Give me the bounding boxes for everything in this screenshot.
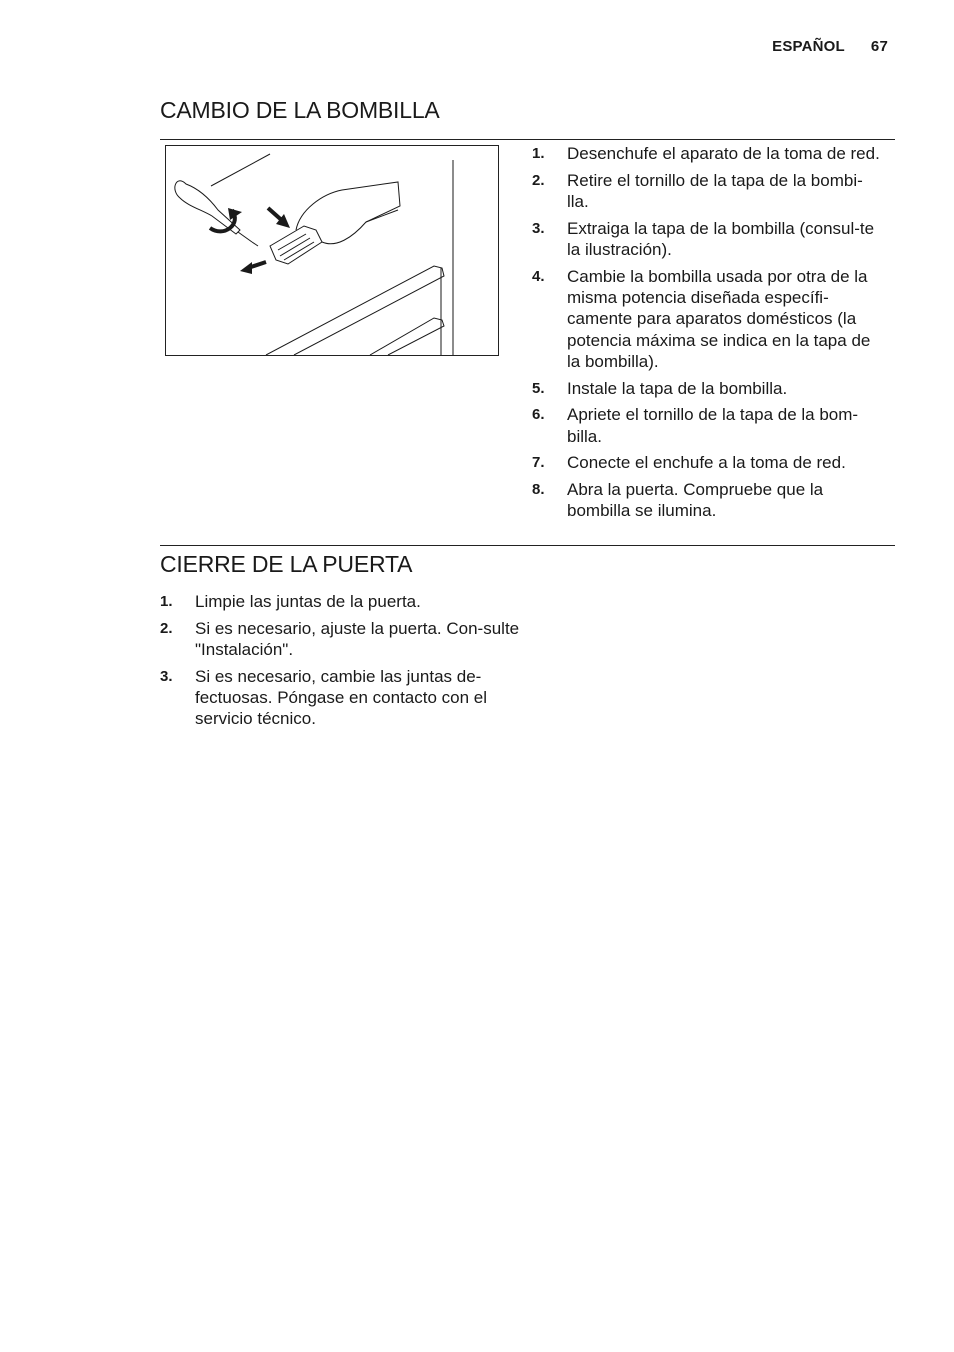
step-number: 1. bbox=[532, 145, 545, 162]
step-text: Cambie la bombilla usada por otra de la misma potencia diseñada específi-camente para aparatos domésticos (la potencia máxima se indica en la tapa de la bombilla). bbox=[567, 266, 871, 371]
step-number: 5. bbox=[532, 379, 545, 397]
step-number: 7. bbox=[532, 454, 545, 472]
section-divider-top bbox=[160, 139, 895, 140]
list-item bbox=[160, 591, 520, 612]
page-number: 67 bbox=[870, 38, 888, 55]
step-text: Si es necesario, cambie las juntas de-fectuosas. Póngase en contacto con el servicio técnico. bbox=[195, 666, 488, 729]
step-number: 2. bbox=[532, 171, 545, 189]
list-item bbox=[160, 618, 520, 661]
step-text: Limpie las juntas de la puerta. bbox=[195, 592, 421, 611]
list-item bbox=[532, 218, 882, 261]
section-divider-bottom bbox=[160, 545, 895, 546]
section-title-door: CIERRE DE LA PUERTA bbox=[160, 551, 413, 577]
list-item bbox=[532, 479, 882, 522]
step-number: 1. bbox=[160, 593, 173, 610]
step-text: Si es necesario, ajuste la puerta. Con-sulte "Instalación". bbox=[195, 618, 520, 659]
step-number: 8. bbox=[532, 480, 545, 498]
step-text: Conecte el enchufe a la toma de red. bbox=[567, 453, 846, 473]
page-header bbox=[772, 38, 888, 55]
step-text: Extraiga la tapa de la bombilla (consul-te la ilustración). bbox=[567, 218, 875, 259]
section-title-bulb: CAMBIO DE LA BOMBILLA bbox=[160, 97, 440, 123]
step-text: Desenchufe el aparato de la toma de red. bbox=[567, 144, 880, 163]
step-number: 6. bbox=[532, 406, 545, 424]
step-text: Apriete el tornillo de la tapa de la bom-billa. bbox=[567, 405, 859, 446]
step-number: 3. bbox=[532, 219, 545, 237]
bulb-replacement-steps bbox=[532, 143, 882, 527]
step-number: 2. bbox=[160, 619, 173, 637]
step-number: 3. bbox=[160, 667, 173, 685]
list-item bbox=[532, 143, 882, 164]
list-item bbox=[160, 666, 520, 730]
header-language: ESPAÑOL bbox=[772, 38, 845, 55]
step-number: 4. bbox=[532, 267, 545, 285]
list-item bbox=[532, 378, 882, 399]
lamp-cover-removal-illustration bbox=[165, 145, 499, 356]
step-text: Instale la tapa de la bombilla. bbox=[567, 378, 788, 398]
step-text: Abra la puerta. Compruebe que la bombilla se ilumina. bbox=[567, 479, 824, 521]
step-text: Retire el tornillo de la tapa de la bombi-lla. bbox=[567, 170, 863, 211]
list-item bbox=[532, 170, 882, 213]
door-closing-steps bbox=[160, 591, 520, 735]
list-item bbox=[532, 404, 882, 447]
list-item bbox=[532, 266, 882, 372]
list-item bbox=[532, 452, 882, 473]
